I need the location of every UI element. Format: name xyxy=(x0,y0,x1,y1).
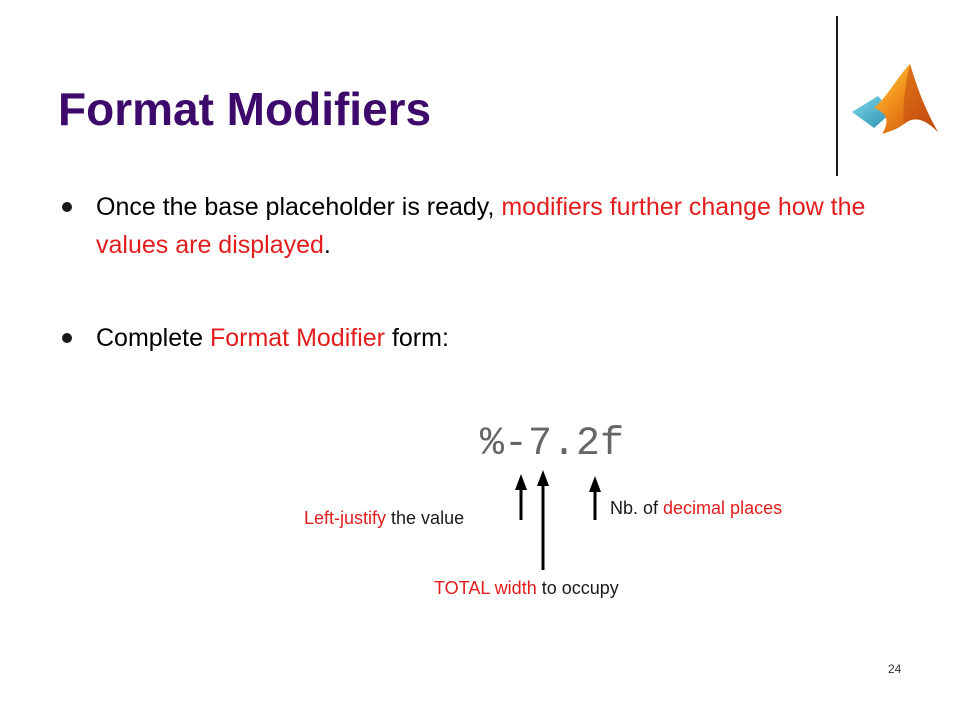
annotation-width-rest: to occupy xyxy=(536,578,619,598)
annotation-decimal-plain: Nb. of xyxy=(610,498,664,518)
bullet-dot-icon xyxy=(62,333,72,343)
bullet-2-highlight: Format Modifier xyxy=(209,324,385,352)
up-arrow-icon xyxy=(537,470,549,570)
bullet-dot-icon xyxy=(62,202,72,212)
format-string: %-7.2f xyxy=(480,422,625,467)
annotation-left-justify-highlight: Left-justify xyxy=(304,508,387,528)
bullet-text-2 xyxy=(96,319,449,357)
up-arrow-icon xyxy=(589,476,601,520)
annotation-decimal-highlight: decimal places xyxy=(663,498,783,518)
bullet-1-plain: Once the base placeholder is ready, xyxy=(96,193,502,221)
bullet-1-end: . xyxy=(323,231,331,259)
matlab-logo-icon xyxy=(848,56,944,152)
annotation-left-justify-rest: the value xyxy=(386,508,465,528)
annotation-decimal-places xyxy=(610,498,782,519)
up-arrow-icon xyxy=(515,474,527,520)
page-number: 24 xyxy=(888,662,902,676)
annotation-total-width xyxy=(434,578,619,599)
annotation-left-justify xyxy=(304,508,464,529)
annotation-width-highlight: TOTAL width xyxy=(434,578,537,598)
bullet-text-1 xyxy=(96,188,866,264)
bullet-1-highlight: modifiers further change how the values are displayed xyxy=(96,193,866,259)
bullet-2-plain: Complete xyxy=(96,324,210,352)
slide-title: Format Modifiers xyxy=(58,83,432,135)
title-divider xyxy=(836,16,838,176)
bullet-2-end: form: xyxy=(385,324,449,352)
